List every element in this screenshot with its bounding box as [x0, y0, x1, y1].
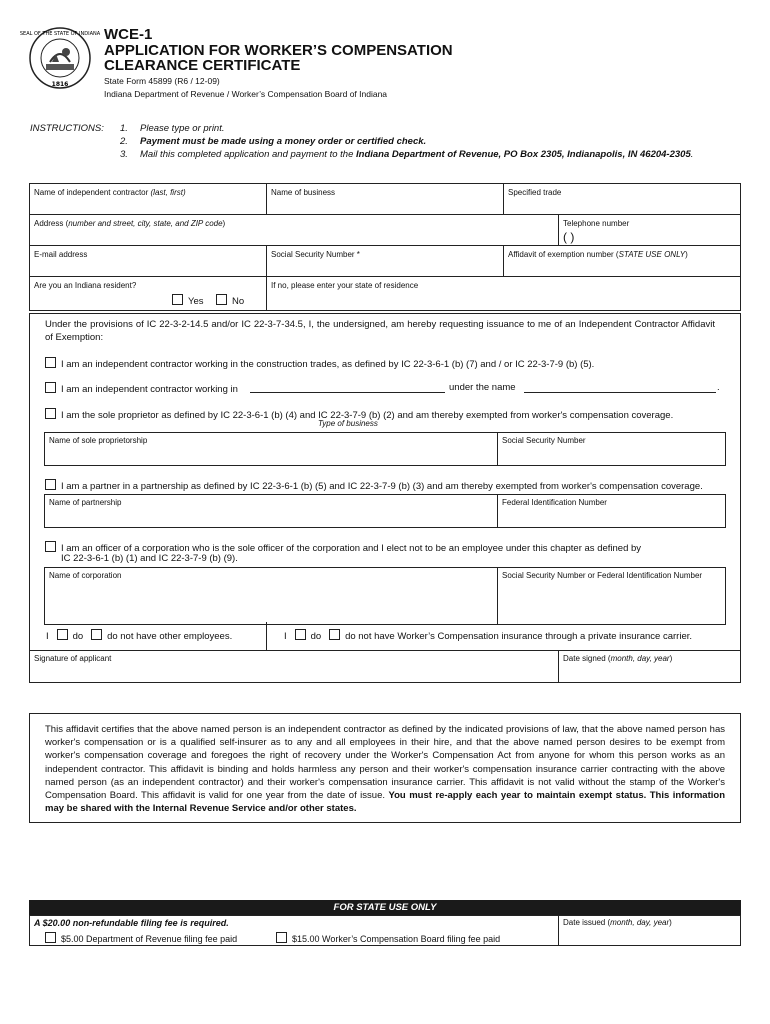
option-construction-trades[interactable]: I am an independent contractor working in the construction trades, as defined by IC 22-3-6-1 (b) (7) and / or IC 22-3-7-9 (b) (5).: [45, 357, 594, 370]
wcb-fee-checkbox[interactable]: $15.00 Worker’s Compensation Board filing fee paid: [276, 932, 500, 944]
signature-field[interactable]: Signature of applicant: [34, 654, 112, 663]
employees-do-not-checkbox[interactable]: [91, 629, 102, 640]
instruction-1: 1. Please type or print.: [120, 123, 225, 134]
address-field[interactable]: Address (number and street, city, state, and ZIP code): [34, 219, 226, 228]
ssn-field[interactable]: Social Security Number *: [271, 250, 360, 259]
form-title-line2: CLEARANCE CERTIFICATE: [104, 57, 301, 74]
affidavit-number-field: Affidavit of exemption number (STATE USE ONLY): [508, 250, 688, 259]
option-independent-contractor[interactable]: I am an independent contractor working in: [45, 382, 238, 395]
federal-id-field[interactable]: Federal Identification Number: [502, 498, 607, 507]
option-sole-proprietor[interactable]: I am the sole proprietor as defined by IC 22-3-6-1 (b) (4) and IC 22-3-7-9 (b) (2) and am thereby exempted from worker's compensation coverage.: [45, 408, 673, 421]
email-field[interactable]: E-mail address: [34, 250, 88, 259]
option-corporate-officer-line2: IC 22-3-6-1 (b) (1) and IC 22-3-7-9 (b) (9).: [61, 553, 238, 564]
sole-proprietorship-name-field[interactable]: Name of sole proprietorship: [49, 436, 148, 445]
instruction-3: 3. Mail this completed application and payment to the Indiana Department of Revenue, PO Box 2305, Indianapolis, IN 46204-2305.: [120, 149, 694, 160]
business-name-line[interactable]: [524, 392, 716, 393]
insurance-do-not-checkbox[interactable]: [329, 629, 340, 640]
corporation-id-field[interactable]: Social Security Number or Federal Identification Number: [502, 571, 703, 580]
employees-statement: I do do not have other employees.: [46, 631, 233, 642]
residence-state-field[interactable]: If no, please enter your state of residence: [271, 281, 419, 290]
partnership-name-field[interactable]: Name of partnership: [49, 498, 122, 507]
specified-trade-field[interactable]: Specified trade: [508, 188, 562, 197]
dor-fee-checkbox[interactable]: $5.00 Department of Revenue filing fee paid: [45, 932, 237, 944]
state-seal-icon: [19, 26, 101, 90]
phone-area-code: ( ): [563, 230, 575, 244]
seal-year: 1816: [51, 81, 69, 88]
date-issued-field: Date issued (month, day, year): [563, 918, 672, 927]
resident-yes-checkbox[interactable]: Yes: [172, 294, 204, 307]
date-signed-field[interactable]: Date signed (month, day, year): [563, 654, 673, 663]
contractor-name-field[interactable]: Name of independent contractor (last, first): [34, 188, 186, 197]
telephone-field[interactable]: Telephone number: [563, 219, 630, 228]
resident-no-checkbox[interactable]: No: [216, 294, 244, 307]
seal-text: SEAL OF THE STATE OF INDIANA: [19, 31, 101, 37]
insurance-statement: I do do not have Worker’s Compensation insurance through a private insurance carrier.: [284, 631, 693, 642]
insurance-do-checkbox[interactable]: [295, 629, 306, 640]
certification-text: This affidavit certifies that the above named person is an independent contractor as defined by the indicated provisions of law, that the above named person has worker's compensation or is a qualified self-insurer as to any and all employees in their hire, and that the above named person desires to be exempt from worker's compensation coverage and foregoes the right of recovery under the Worker's Compensation Act from anyone for whom this person works as an independent contractor. This affidavit is binding and holds harmless any person and their worker's compensation insurance carrier contracting with the above named person (as an independent contractor) and their worker's compensation insurance carrier. This affidavit is not valid without the stamp of the Worker's Compensation Board. This affidavit is valid for one year from the date of issue. You must re-apply each year to maintain exempt status. This information may be shared with the Internal Revenue Service and/or other states.: [45, 724, 725, 815]
applicant-info-grid: [29, 183, 741, 311]
instruction-2: 2. Payment must be made using a money order or certified check.: [120, 136, 427, 147]
form-code: WCE-1: [104, 26, 153, 43]
affidavit-intro: Under the provisions of IC 22-3-2-14.5 and/or IC 22-3-7-34.5, I, the undersigned, am hereby requesting issuance to me of an Independent Contractor Affidavit of Exemption:: [45, 319, 715, 344]
type-of-business-line[interactable]: [250, 392, 445, 393]
form-title-line1: APPLICATION FOR WORKER’S COMPENSATION: [104, 42, 453, 59]
sole-proprietor-ssn-field[interactable]: Social Security Number: [502, 436, 586, 445]
business-name-field[interactable]: Name of business: [271, 188, 336, 197]
indiana-resident-question: Are you an Indiana resident?: [34, 281, 137, 290]
partnership-box: [44, 494, 726, 528]
agency-name: Indiana Department of Revenue / Worker’s Compensation Board of Indiana: [104, 89, 388, 99]
period: .: [717, 382, 720, 393]
corporation-name-field[interactable]: Name of corporation: [49, 571, 122, 580]
option-partner[interactable]: I am a partner in a partnership as defined by IC 22-3-6-1 (b) (5) and IC 22-3-7-9 (b) (3) and am thereby exempted from worker's compensation coverage.: [45, 479, 703, 492]
state-form-number: State Form 45899 (R6 / 12-09): [104, 76, 220, 86]
under-the-name-label: under the name: [449, 382, 516, 393]
type-of-business-caption: Type of business: [318, 419, 378, 428]
employees-do-checkbox[interactable]: [57, 629, 68, 640]
instructions-label: INSTRUCTIONS:: [30, 123, 104, 134]
filing-fee-notice: A $20.00 non-refundable filing fee is required.: [34, 918, 229, 928]
state-use-banner: FOR STATE USE ONLY: [29, 900, 741, 915]
option-corporate-officer[interactable]: I am an officer of a corporation who is the sole officer of the corporation and I elect not to be an employee under this chapter as defined by: [45, 541, 641, 554]
